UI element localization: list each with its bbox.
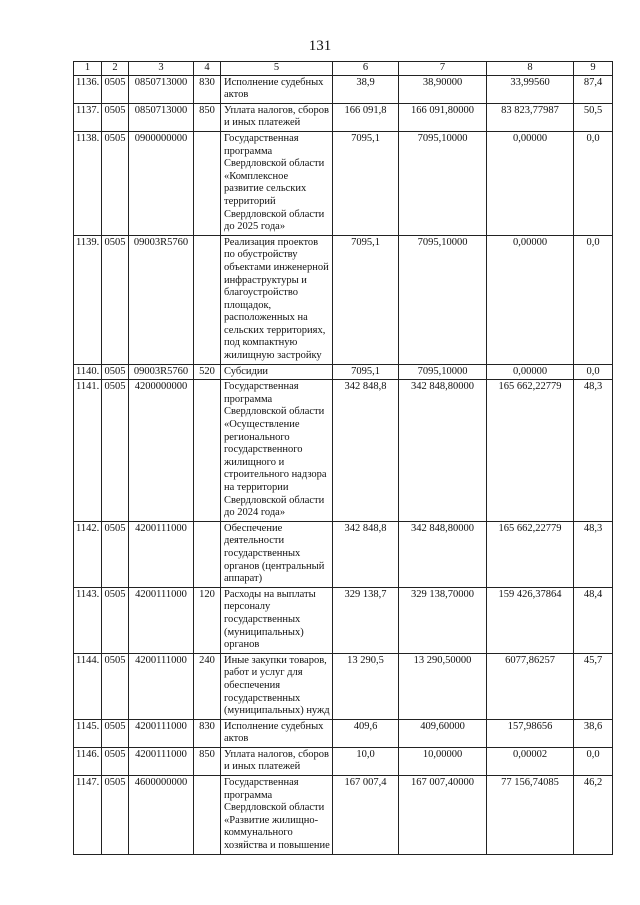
section-code: 0505 [102, 719, 129, 747]
row-number: 1139. [74, 235, 102, 364]
row-number: 1147. [74, 776, 102, 855]
expense-type: 830 [194, 75, 221, 103]
row-number: 1146. [74, 747, 102, 775]
planned-amount: 409,6 [333, 719, 399, 747]
item-name: Обеспечение деятельности государственных органов (центральный аппарат) [221, 521, 333, 587]
item-name: Иные закупки товаров, работ и услуг для обеспечения государственных (муниципальных) нужд [221, 653, 333, 719]
section-code: 0505 [102, 131, 129, 235]
header-row [74, 62, 613, 76]
section-code: 0505 [102, 380, 129, 522]
item-name: Субсидии [221, 364, 333, 380]
expense-type: 850 [194, 747, 221, 775]
expense-type [194, 380, 221, 522]
table-row [74, 131, 613, 235]
row-number: 1144. [74, 653, 102, 719]
target-code: 4200111000 [129, 747, 194, 775]
target-code: 4200111000 [129, 653, 194, 719]
target-code: 4600000000 [129, 776, 194, 855]
row-number: 1141. [74, 380, 102, 522]
item-name: Государственная программа Свердловской области «Развитие жилищно-коммунального хозяйства и повышение [221, 776, 333, 855]
header-col-5: 5 [221, 62, 333, 76]
expense-type [194, 235, 221, 364]
item-name: Расходы на выплаты персоналу государственных (муниципальных) органов [221, 587, 333, 653]
executed-amount: 165 662,22779 [487, 380, 574, 522]
row-number: 1137. [74, 103, 102, 131]
executed-amount: 77 156,74085 [487, 776, 574, 855]
executed-amount: 0,00000 [487, 364, 574, 380]
item-name: Уплата налогов, сборов и иных платежей [221, 103, 333, 131]
approved-amount: 342 848,80000 [399, 521, 487, 587]
row-number: 1138. [74, 131, 102, 235]
expense-type [194, 521, 221, 587]
table-row [74, 364, 613, 380]
planned-amount: 342 848,8 [333, 380, 399, 522]
expense-type [194, 776, 221, 855]
row-number: 1136. [74, 75, 102, 103]
target-code: 4200000000 [129, 380, 194, 522]
section-code: 0505 [102, 653, 129, 719]
executed-amount: 157,98656 [487, 719, 574, 747]
planned-amount: 342 848,8 [333, 521, 399, 587]
target-code: 0850713000 [129, 103, 194, 131]
approved-amount: 7095,10000 [399, 364, 487, 380]
executed-amount: 6077,86257 [487, 653, 574, 719]
section-code: 0505 [102, 776, 129, 855]
row-number: 1140. [74, 364, 102, 380]
planned-amount: 38,9 [333, 75, 399, 103]
section-code: 0505 [102, 747, 129, 775]
executed-amount: 165 662,22779 [487, 521, 574, 587]
table-row [74, 719, 613, 747]
item-name: Уплата налогов, сборов и иных платежей [221, 747, 333, 775]
row-number: 1143. [74, 587, 102, 653]
executed-amount: 0,00000 [487, 235, 574, 364]
execution-percent: 0,0 [574, 364, 613, 380]
expense-type: 120 [194, 587, 221, 653]
planned-amount: 329 138,7 [333, 587, 399, 653]
header-col-6: 6 [333, 62, 399, 76]
target-code: 09003R5760 [129, 235, 194, 364]
planned-amount: 10,0 [333, 747, 399, 775]
executed-amount: 159 426,37864 [487, 587, 574, 653]
expense-type: 850 [194, 103, 221, 131]
planned-amount: 7095,1 [333, 364, 399, 380]
section-code: 0505 [102, 521, 129, 587]
target-code: 4200111000 [129, 719, 194, 747]
execution-percent: 38,6 [574, 719, 613, 747]
execution-percent: 45,7 [574, 653, 613, 719]
execution-percent: 48,3 [574, 521, 613, 587]
target-code: 0850713000 [129, 75, 194, 103]
planned-amount: 13 290,5 [333, 653, 399, 719]
executed-amount: 0,00000 [487, 131, 574, 235]
item-name: Исполнение судебных актов [221, 719, 333, 747]
header-col-7: 7 [399, 62, 487, 76]
approved-amount: 409,60000 [399, 719, 487, 747]
execution-percent: 0,0 [574, 747, 613, 775]
execution-percent: 0,0 [574, 131, 613, 235]
target-code: 4200111000 [129, 587, 194, 653]
header-col-4: 4 [194, 62, 221, 76]
planned-amount: 167 007,4 [333, 776, 399, 855]
header-col-9: 9 [574, 62, 613, 76]
table-row [74, 587, 613, 653]
table-row [74, 776, 613, 855]
section-code: 0505 [102, 75, 129, 103]
item-name: Реализация проектов по обустройству объектами инженерной инфраструктуры и благоустройство площадок, расположенных на сельских территориях, под компактную жилищную застройку [221, 235, 333, 364]
target-code: 4200111000 [129, 521, 194, 587]
target-code: 0900000000 [129, 131, 194, 235]
execution-percent: 87,4 [574, 75, 613, 103]
header-col-2: 2 [102, 62, 129, 76]
header-col-1: 1 [74, 62, 102, 76]
approved-amount: 7095,10000 [399, 131, 487, 235]
target-code: 09003R5760 [129, 364, 194, 380]
execution-percent: 0,0 [574, 235, 613, 364]
row-number: 1142. [74, 521, 102, 587]
expense-type: 520 [194, 364, 221, 380]
header-col-8: 8 [487, 62, 574, 76]
executed-amount: 33,99560 [487, 75, 574, 103]
table-row [74, 103, 613, 131]
planned-amount: 166 091,8 [333, 103, 399, 131]
approved-amount: 13 290,50000 [399, 653, 487, 719]
expense-type: 240 [194, 653, 221, 719]
approved-amount: 7095,10000 [399, 235, 487, 364]
page-number: 131 [308, 38, 332, 54]
section-code: 0505 [102, 103, 129, 131]
execution-percent: 48,3 [574, 380, 613, 522]
header-col-3: 3 [129, 62, 194, 76]
execution-percent: 46,2 [574, 776, 613, 855]
approved-amount: 166 091,80000 [399, 103, 487, 131]
table-row [74, 521, 613, 587]
execution-percent: 48,4 [574, 587, 613, 653]
table-body [74, 75, 613, 854]
table-row [74, 747, 613, 775]
row-number: 1145. [74, 719, 102, 747]
executed-amount: 0,00002 [487, 747, 574, 775]
budget-table [73, 61, 613, 855]
section-code: 0505 [102, 364, 129, 380]
approved-amount: 38,90000 [399, 75, 487, 103]
item-name: Государственная программа Свердловской области «Осуществление регионального государственного жилищного и строительного надзора на территории Свердловской области до 2024 года» [221, 380, 333, 522]
execution-percent: 50,5 [574, 103, 613, 131]
table-row [74, 235, 613, 364]
item-name: Исполнение судебных актов [221, 75, 333, 103]
planned-amount: 7095,1 [333, 235, 399, 364]
planned-amount: 7095,1 [333, 131, 399, 235]
table-row [74, 380, 613, 522]
executed-amount: 83 823,77987 [487, 103, 574, 131]
item-name: Государственная программа Свердловской области «Комплексное развитие сельских территорий Свердловской области до 2025 года» [221, 131, 333, 235]
section-code: 0505 [102, 235, 129, 364]
expense-type: 830 [194, 719, 221, 747]
expense-type [194, 131, 221, 235]
approved-amount: 10,00000 [399, 747, 487, 775]
approved-amount: 342 848,80000 [399, 380, 487, 522]
table-row [74, 75, 613, 103]
table-row [74, 653, 613, 719]
approved-amount: 329 138,70000 [399, 587, 487, 653]
section-code: 0505 [102, 587, 129, 653]
approved-amount: 167 007,40000 [399, 776, 487, 855]
